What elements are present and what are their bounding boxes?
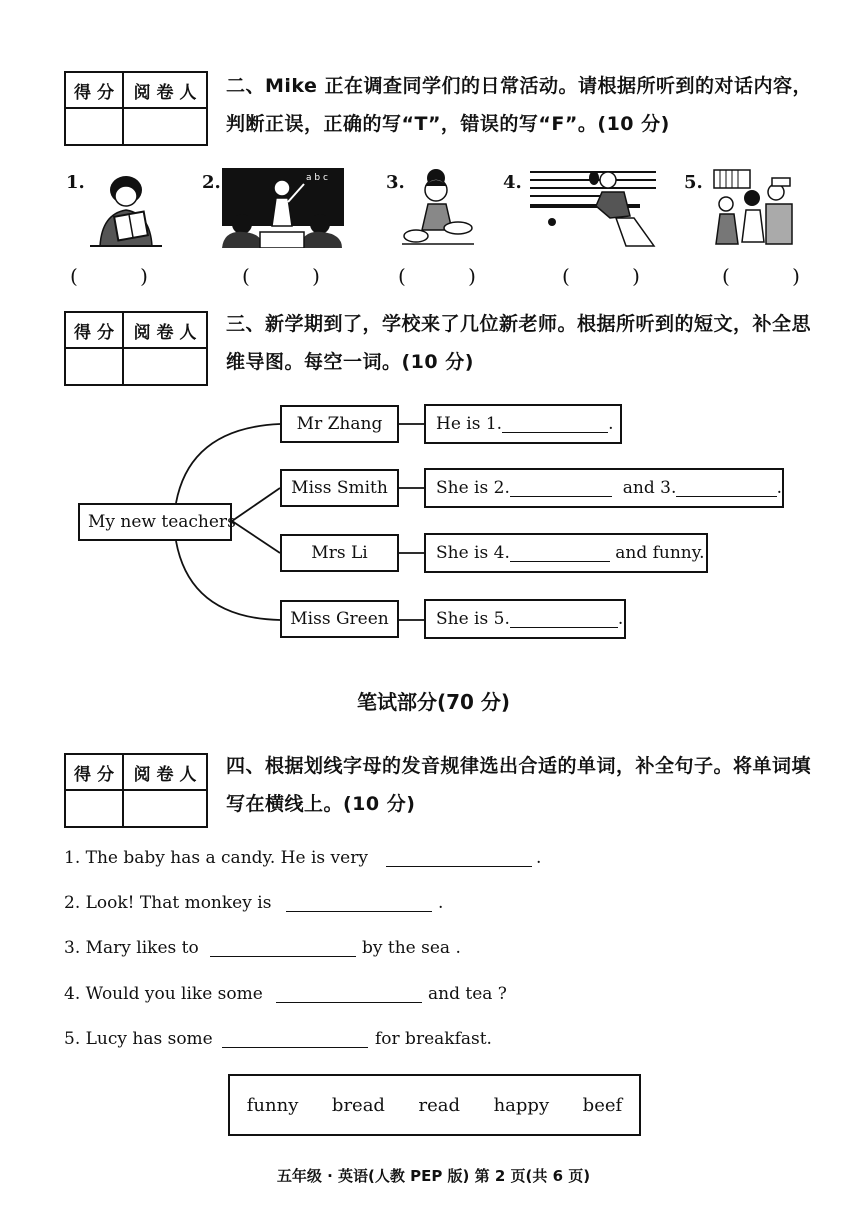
question-text: 5. Lucy has some	[64, 1029, 213, 1049]
score-label: 得 分	[65, 312, 123, 348]
item-number: 1.	[66, 172, 85, 193]
description-text: She is 5.	[436, 609, 510, 629]
answer-line-1[interactable]	[386, 850, 532, 867]
teacher-description-box	[424, 599, 626, 639]
section-3-title: 三、新学期到了，学校来了几位新老师。根据所听到的短文，补全思维导图。每空一词。(10 分)	[226, 313, 812, 373]
question-text: 2. Look! That monkey is	[64, 893, 272, 913]
word-bank	[228, 1074, 641, 1136]
fill-blank-1[interactable]	[502, 416, 608, 433]
teacher-description-box	[424, 404, 622, 444]
word-bank-item: read	[418, 1094, 461, 1116]
answer-blank[interactable]: ( )	[242, 264, 348, 288]
score-cell[interactable]	[65, 790, 123, 827]
answer-blank[interactable]: ( )	[562, 264, 668, 288]
question-end: .	[438, 893, 444, 913]
teacher-description-box	[424, 533, 708, 573]
answer-blank[interactable]: ( )	[722, 264, 828, 288]
score-table	[64, 753, 208, 828]
grader-cell[interactable]	[123, 790, 207, 827]
fill-blank-5[interactable]	[510, 611, 618, 628]
fill-blank-4[interactable]	[510, 545, 610, 562]
mindmap-root: My new teachers	[78, 503, 232, 541]
item-number: 2.	[202, 172, 221, 193]
description-text: .	[776, 478, 782, 498]
word-bank-item: beef	[582, 1094, 623, 1116]
page-footer: 五年级 · 英语(人教 PEP 版) 第 2 页(共 6 页)	[276, 1167, 591, 1185]
answer-line-3[interactable]	[210, 940, 356, 957]
grader-label: 阅 卷 人	[123, 312, 207, 348]
answer-blank[interactable]: ( )	[70, 264, 176, 288]
description-text: and funny.	[615, 543, 705, 563]
answer-line-2[interactable]	[286, 895, 432, 912]
teacher-name-box: Miss Smith	[280, 469, 399, 507]
svg-text:a b c: a b c	[306, 173, 328, 183]
description-text: .	[617, 609, 624, 629]
item-number: 3.	[386, 172, 405, 193]
description-text: She is 2.	[436, 478, 510, 498]
teacher-name-box: Mr Zhang	[280, 405, 399, 443]
written-section-heading: 笔试部分(70 分)	[356, 690, 511, 714]
grader-label: 阅 卷 人	[123, 754, 207, 790]
section-4-title: 四、根据划线字母的发音规律选出合适的单词，补全句子。将单词填写在横线上。(10 分)	[226, 755, 812, 815]
answer-line-5[interactable]	[222, 1031, 368, 1048]
section-2-title: 二、Mike 正在调查同学们的日常活动。请根据所听到的对话内容，判断正误，正确的写“T”，错误的写“F”。(10 分)	[226, 75, 813, 135]
answer-blank[interactable]: ( )	[398, 264, 504, 288]
teacher-description-box	[424, 468, 784, 508]
description-text: She is 4.	[436, 543, 510, 563]
question-end: by the sea .	[362, 938, 461, 958]
fill-blank-3[interactable]	[676, 480, 776, 497]
score-label: 得 分	[65, 72, 123, 108]
score-label: 得 分	[65, 754, 123, 790]
question-text: 1. The baby has a candy. He is very	[64, 848, 368, 868]
question-end: .	[536, 848, 542, 868]
question-text: 3. Mary likes to	[64, 938, 199, 958]
teacher-name-box: Mrs Li	[280, 534, 399, 572]
description-text: .	[608, 414, 614, 434]
description-text: and 3.	[622, 478, 677, 498]
answer-line-4[interactable]	[276, 986, 422, 1003]
item-number: 5.	[684, 172, 703, 193]
word-bank-item: funny	[246, 1094, 299, 1116]
question-end: and tea ?	[428, 984, 507, 1004]
grader-label: 阅 卷 人	[123, 72, 207, 108]
description-text: He is 1.	[436, 414, 503, 434]
word-bank-item: bread	[331, 1094, 385, 1116]
item-number: 4.	[503, 172, 522, 193]
question-text: 4. Would you like some	[64, 984, 263, 1004]
fill-blank-2[interactable]	[510, 480, 612, 497]
teacher-name-box: Miss Green	[280, 600, 399, 638]
question-end: for breakfast.	[375, 1029, 492, 1049]
word-bank-item: happy	[493, 1094, 550, 1116]
